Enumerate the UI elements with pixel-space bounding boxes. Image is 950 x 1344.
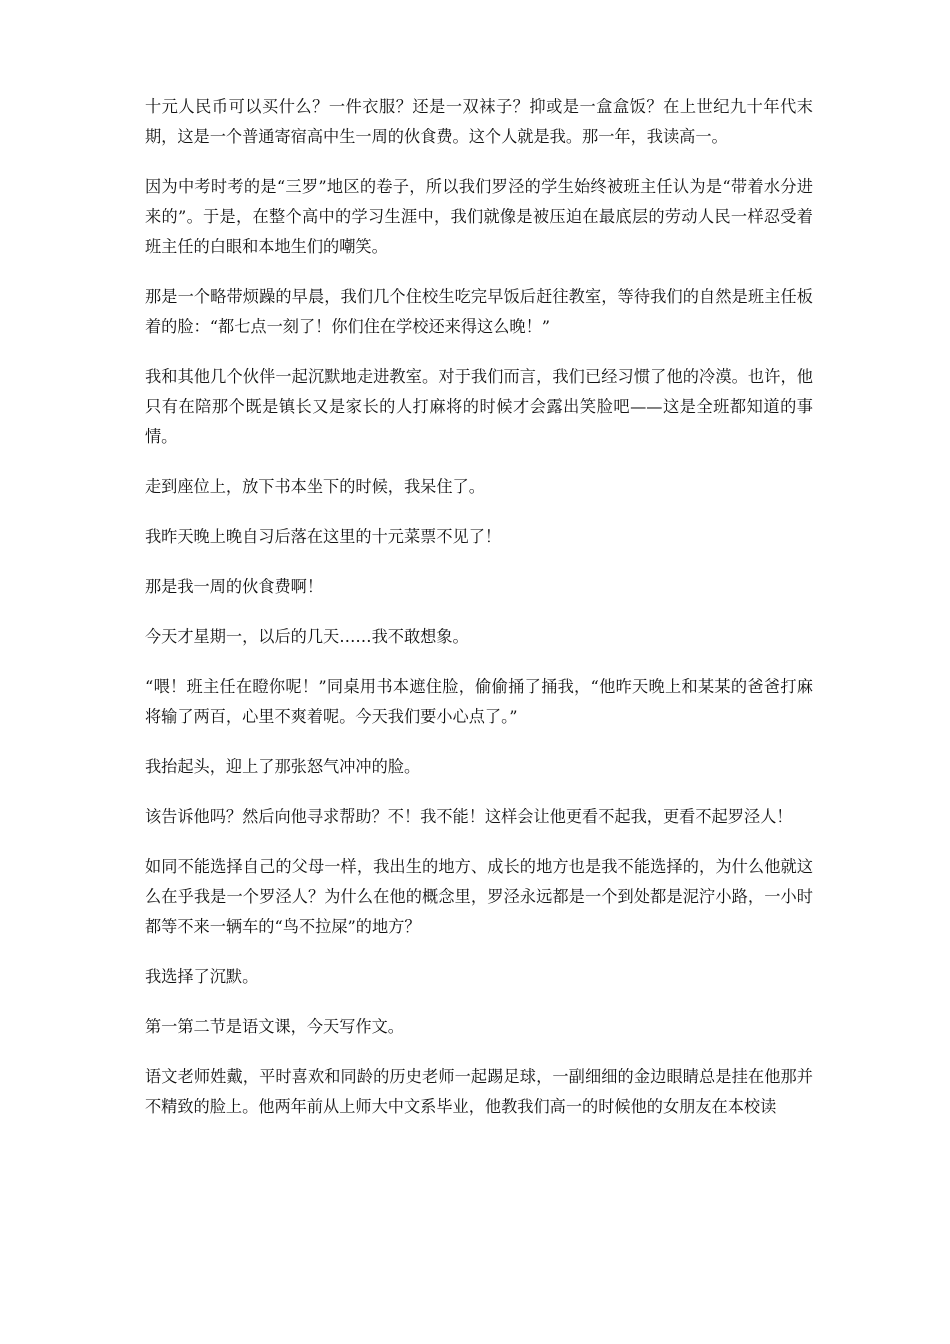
paragraph: 我选择了沉默。 [145,967,259,986]
paragraph: 如同不能选择自己的父母一样，我出生的地方、成长的地方也是我不能选择的，为什么他就这么在乎我是一个罗泾人？为什么在他的概念里，罗泾永远都是一个到处都是泥泞小路，一小时都等不来一辆车的“鸟不拉屎”的地方？ [145,857,813,936]
paragraph: 十元人民币可以买什么？一件衣服？还是一双袜子？抑或是一盒盒饭？在上世纪九十年代末期，这是一个普通寄宿高中生一周的伙食费。这个人就是我。那一年，我读高一。 [145,97,813,146]
paragraph: 因为中考时考的是“三罗”地区的卷子，所以我们罗泾的学生始终被班主任认为是“带着水分进来的”。于是，在整个高中的学习生涯中，我们就像是被压迫在最底层的劳动人民一样忍受着班主任的白眼和本地生们的嘲笑。 [145,177,813,256]
paragraph: 我抬起头，迎上了那张怒气冲冲的脸。 [145,757,421,776]
paragraph: 该告诉他吗？然后向他寻求帮助？不！我不能！这样会让他更看不起我，更看不起罗泾人！ [145,807,793,826]
paragraph: 第一第二节是语文课，今天写作文。 [145,1017,404,1036]
paragraph: 走到座位上，放下书本坐下的时候，我呆住了。 [145,477,485,496]
paragraph: 今天才星期一，以后的几天……我不敢想象。 [145,627,469,646]
paragraph: “喂！班主任在瞪你呢！”同桌用书本遮住脸，偷偷捅了捅我，“他昨天晚上和某某的爸爸打麻将输了两百，心里不爽着呢。今天我们要小心点了。” [145,677,813,726]
paragraph: 我昨天晚上晚自习后落在这里的十元菜票不见了！ [145,527,502,546]
paragraph: 我和其他几个伙伴一起沉默地走进教室。对于我们而言，我们已经习惯了他的冷漠。也许，他只有在陪那个既是镇长又是家长的人打麻将的时候才会露出笑脸吧——这是全班都知道的事情。 [145,367,813,446]
document-body [145,92,813,1142]
paragraph: 那是我一周的伙食费啊！ [145,577,324,596]
paragraph: 语文老师姓戴，平时喜欢和同龄的历史老师一起踢足球，一副细细的金边眼睛总是挂在他那并不精致的脸上。他两年前从上师大中文系毕业，他教我们高一的时候他的女朋友在本校读 [145,1067,813,1116]
paragraph: 那是一个略带烦躁的早晨，我们几个住校生吃完早饭后赶往教室，等待我们的自然是班主任板着的脸：“都七点一刻了！你们住在学校还来得这么晚！” [145,287,813,336]
